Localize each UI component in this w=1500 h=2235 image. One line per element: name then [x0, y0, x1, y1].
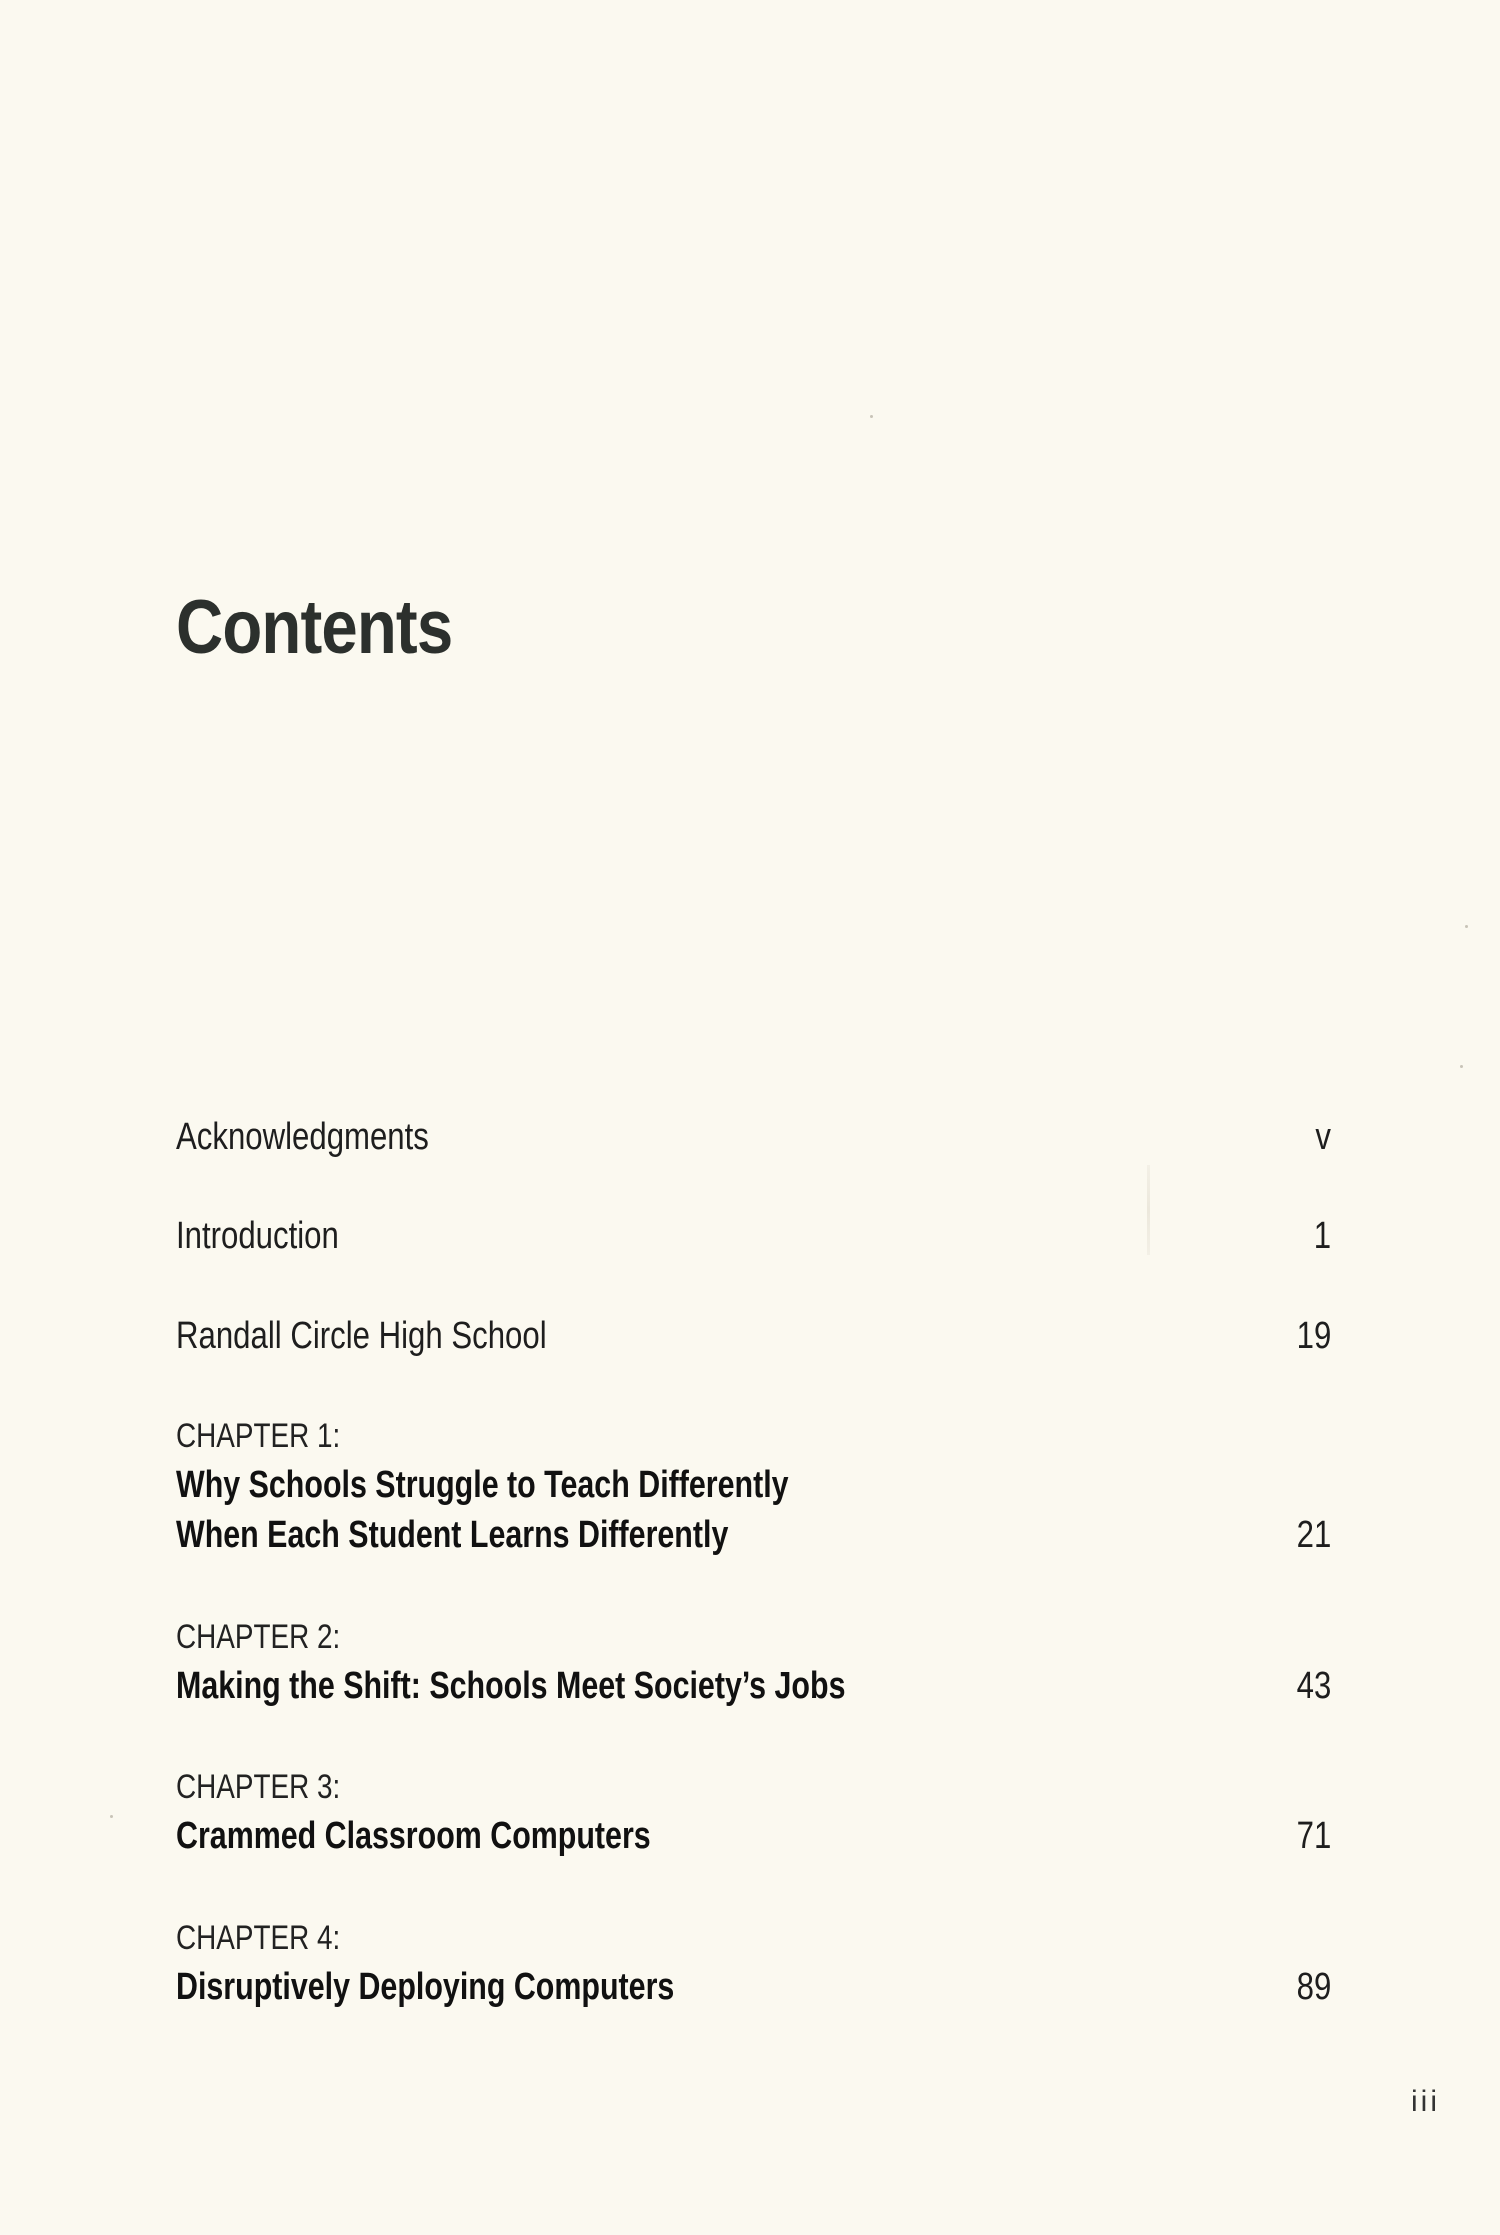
- paper-speck: [1465, 925, 1468, 928]
- toc-entry-page: 71: [1296, 1815, 1331, 1857]
- toc-entry-title: Randall Circle High School: [176, 1315, 547, 1357]
- chapter-label: CHAPTER 3:: [176, 1768, 341, 1806]
- toc-entry-introduction[interactable]: [176, 1211, 1331, 1261]
- toc-entry-title: Introduction: [176, 1215, 339, 1257]
- toc-entry-page: 43: [1296, 1665, 1331, 1707]
- toc-entry-page: 1: [1313, 1215, 1331, 1257]
- paper-speck: [110, 1815, 113, 1818]
- toc-entry-page: 19: [1296, 1315, 1331, 1357]
- chapter-title-line-1: Making the Shift: Schools Meet Society’s Jobs: [176, 1665, 846, 1707]
- paper-speck: [1460, 1065, 1463, 1068]
- toc-entry-chapter-3[interactable]: [176, 1763, 1331, 1861]
- page-title: Contents: [176, 585, 453, 670]
- page-number-folio: iii: [1411, 2085, 1440, 2118]
- chapter-label: CHAPTER 4:: [176, 1919, 341, 1957]
- chapter-label: CHAPTER 2:: [176, 1618, 341, 1656]
- toc-entry-acknowledgments[interactable]: [176, 1112, 1331, 1162]
- chapter-title-line-1: Disruptively Deploying Computers: [176, 1966, 675, 2008]
- paper-speck: [870, 415, 873, 418]
- toc-entry-page: 21: [1296, 1514, 1331, 1556]
- toc-entry-chapter-2[interactable]: [176, 1613, 1331, 1711]
- toc-entry-title: Acknowledgments: [176, 1116, 429, 1158]
- chapter-title-line-2: When Each Student Learns Differently: [176, 1514, 729, 1556]
- chapter-label: CHAPTER 1:: [176, 1417, 341, 1455]
- chapter-title-line-1: Why Schools Struggle to Teach Differently: [176, 1464, 789, 1506]
- toc-entry-chapter-4[interactable]: [176, 1914, 1331, 2012]
- chapter-title-line-1: Crammed Classroom Computers: [176, 1815, 651, 1857]
- toc-entry-page: v: [1315, 1116, 1331, 1158]
- toc-entry-chapter-1[interactable]: [176, 1412, 1331, 1560]
- toc-entry-randall-circle[interactable]: [176, 1311, 1331, 1361]
- toc-entry-page: 89: [1296, 1966, 1331, 2008]
